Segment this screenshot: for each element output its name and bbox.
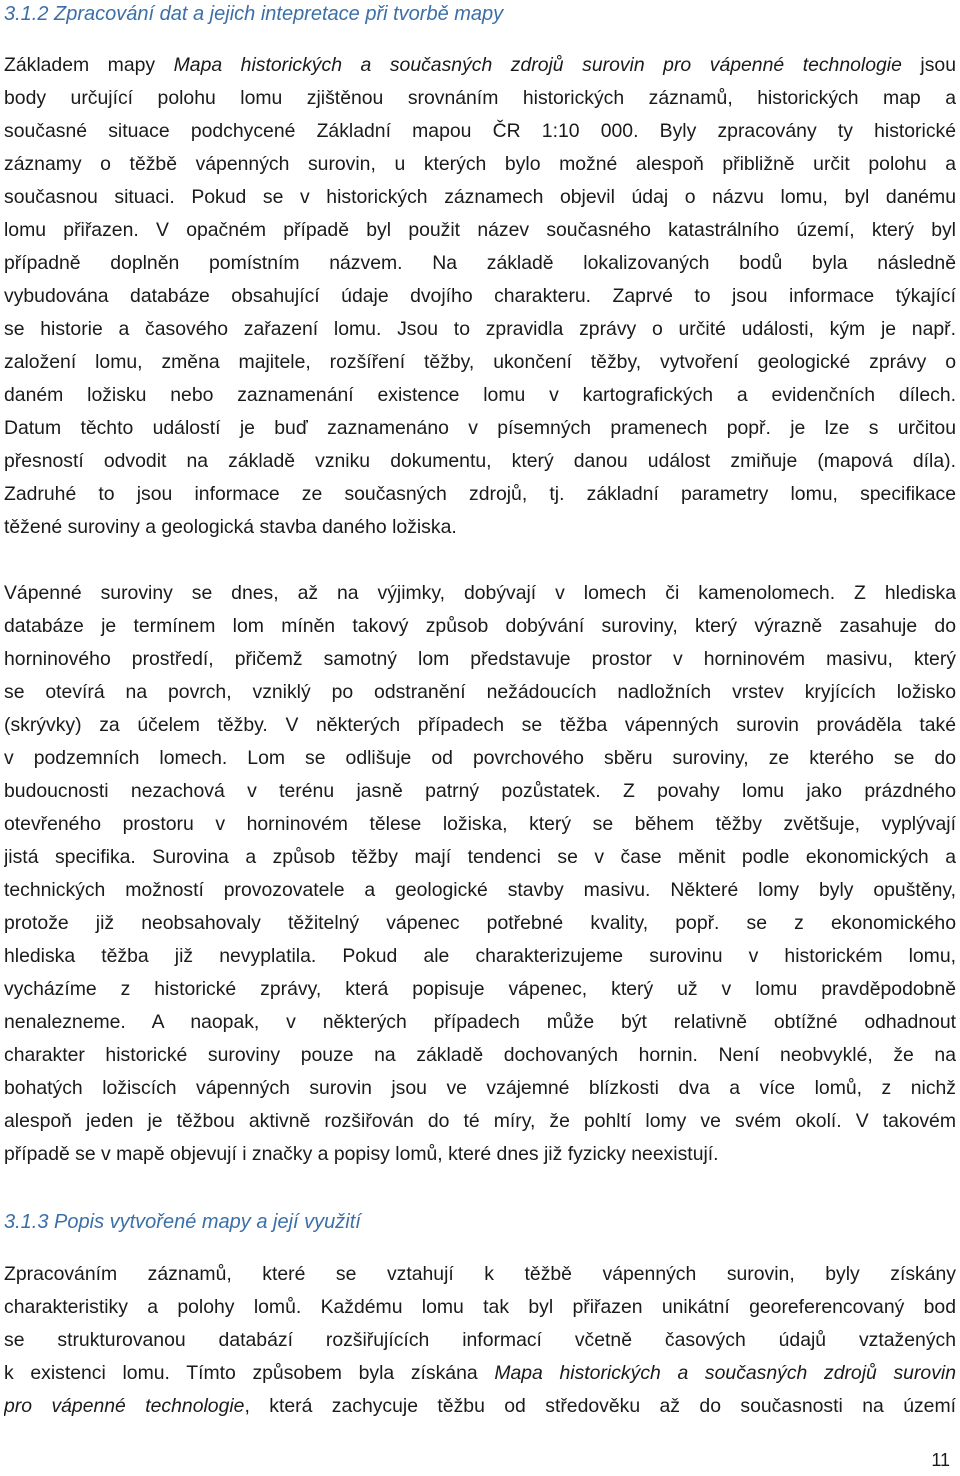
text-line [4,841,956,874]
text-segment: v podzemních lomech. Lom se odlišuje od povrchového sběru suroviny, ze kterého se do [4,747,956,769]
text-line [4,1105,956,1138]
text-line [4,1138,956,1171]
text-line [4,115,956,148]
page-number: 11 [931,1450,950,1470]
text-line [4,577,956,610]
text-segment: Základem mapy [4,54,174,76]
text-segment: databáze je termínem lom míněn takový způsob dobývání suroviny, který výrazně zasahuje do [4,615,956,637]
text-segment: charakteristiky a polohy lomů. Každému lomu tak byl přiřazen unikátní georeferencovaný bod [4,1296,956,1318]
text-segment: případně doplněn pomístním názvem. Na základě lokalizovaných bodů byla následně [4,252,956,274]
text-line [4,214,956,247]
text-line [4,973,956,1006]
paragraph [4,577,956,1171]
text-line [4,1357,956,1390]
italic-text: Mapa historických a současných zdrojů surovin [494,1362,956,1384]
text-segment: vybudována databáze obsahující údaje dvojího charakteru. Zaprvé to jsou informace týkající [4,285,956,307]
text-line [4,709,956,742]
text-line [4,1006,956,1039]
text-segment: těžené suroviny a geologická stavba daného ložiska. [4,516,457,538]
text-line [4,907,956,940]
text-line [4,610,956,643]
text-segment: otevřeného prostoru v horninovém tělese ložiska, který se během těžby zvětšuje, vyplývají [4,813,956,835]
italic-text: Mapa historických a současných zdrojů surovin pro vápenné technologie [173,54,902,76]
text-line [4,478,956,511]
text-segment: (skrývky) za účelem těžby. V některých případech se těžba vápenných surovin prováděla také [4,714,956,736]
text-segment: Zpracováním záznamů, které se vztahují k těžbě vápenných surovin, byly získány [4,1263,956,1285]
text-segment: Zadruhé to jsou informace ze současných zdrojů, tj. základní parametry lomu, specifikace [4,483,956,505]
section-heading-3-1-3: 3.1.3 Popis vytvořené mapy a její využití [4,1211,361,1233]
text-segment: horninového prostředí, přičemž samotný lom představuje prostor v horninovém masivu, který [4,648,956,670]
text-segment: nenalezneme. A naopak, v některých případech může být relativně obtížné odhadnout [4,1011,956,1033]
text-segment: technických možností provozovatele a geologické stavby masivu. Některé lomy byly opuštěny, [4,879,956,901]
text-line [4,742,956,775]
paragraph [4,1258,956,1423]
section-heading-3-1-2: 3.1.2 Zpracování dat a jejich intepretace při tvorbě mapy [4,3,504,25]
text-segment: Datum těchto událostí je buď zaznamenáno v písemných pramenech popř. je lze s určitou [4,417,956,439]
italic-text: pro vápenné technologie [4,1395,245,1417]
text-segment: budoucnosti nezachová v terénu jasně patrný pozůstatek. Z povahy lomu jako prázdného [4,780,956,802]
text-segment: daném ložisku nebo zaznamenání existence lomu v kartografických a evidenčních dílech. [4,384,956,406]
text-segment: jsou [901,54,956,76]
text-line [4,1039,956,1072]
text-line [4,280,956,313]
text-segment: se otevírá na povrch, vzniklý po odstranění nežádoucích nadložních vrstev kryjících ložisko [4,681,956,703]
text-segment: body určující polohu lomu zjištěnou srovnáním historických záznamů, historických map a [4,87,956,109]
text-segment: se historie a časového zařazení lomu. Jsou to zpravidla zprávy o určité události, kým je např. [4,318,956,340]
text-line [4,181,956,214]
text-segment: se strukturovanou databází rozšiřujících informací včetně časových údajů vztažených [4,1329,956,1351]
text-line [4,247,956,280]
text-line [4,1258,956,1291]
text-line [4,808,956,841]
text-line [4,874,956,907]
text-segment: založení lomu, změna majitele, rozšíření těžby, ukončení těžby, vytvoření geologické zprávy o [4,351,956,373]
text-line [4,445,956,478]
text-line [4,940,956,973]
paragraph [4,49,956,544]
text-line [4,511,956,544]
text-line [4,82,956,115]
text-segment: lomu přiřazen. V opačném případě byl použit název současného katastrálního území, který byl [4,219,956,241]
text-line [4,346,956,379]
text-line [4,313,956,346]
text-segment: současnou situaci. Pokud se v historických záznamech objevil údaj o názvu lomu, byl danému [4,186,956,208]
text-segment: Vápenné suroviny se dnes, až na výjimky, dobývají v lomech či kamenolomech. Z hlediska [4,582,956,604]
text-segment: jistá specifika. Surovina a způsob těžby mají tendenci se v čase měnit podle ekonomických a [4,846,956,868]
text-line [4,775,956,808]
text-line [4,1390,956,1423]
text-line [4,412,956,445]
document-page [4,0,956,1476]
text-line [4,676,956,709]
text-line [4,379,956,412]
text-segment: protože již neobsahovaly těžitelný vápenec potřebné kvality, popř. se z ekonomického [4,912,956,934]
text-segment: současné situace podchycené Základní mapou ČR 1:10 000. Byly zpracovány ty historické [4,120,956,142]
text-segment: , která zachycuje těžbu od středověku až do současnosti na území [244,1395,956,1417]
text-segment: záznamy o těžbě vápenných surovin, u kterých bylo možné alespoň přibližně určit polohu a [4,153,956,175]
text-segment: charakter historické suroviny pouze na základě dochovaných hornin. Není neobvyklé, že na [4,1044,956,1066]
text-line [4,148,956,181]
text-segment: přesností odvodit na základě vzniku dokumentu, který danou událost zmiňuje (mapová díla). [4,450,956,472]
text-line [4,1072,956,1105]
text-line [4,1324,956,1357]
text-line [4,49,956,82]
text-segment: vycházíme z historické zprávy, která popisuje vápenec, který už v lomu pravděpodobně [4,978,956,1000]
text-segment: alespoň jeden je těžbou aktivně rozšiřován do té míry, že pohltí lomy ve svém okolí. V takovém [4,1110,956,1132]
text-segment: případě se v mapě objevují i značky a popisy lomů, které dnes již fyzicky neexistují. [4,1143,719,1165]
text-line [4,643,956,676]
text-segment: hlediska těžba již nevyplatila. Pokud ale charakterizujeme surovinu v historickém lomu, [4,945,956,967]
text-segment: bohatých ložiscích vápenných surovin jsou ve vzájemné blízkosti dva a více lomů, z nichž [4,1077,956,1099]
text-segment: k existenci lomu. Tímto způsobem byla získána [4,1362,495,1384]
text-line [4,1291,956,1324]
